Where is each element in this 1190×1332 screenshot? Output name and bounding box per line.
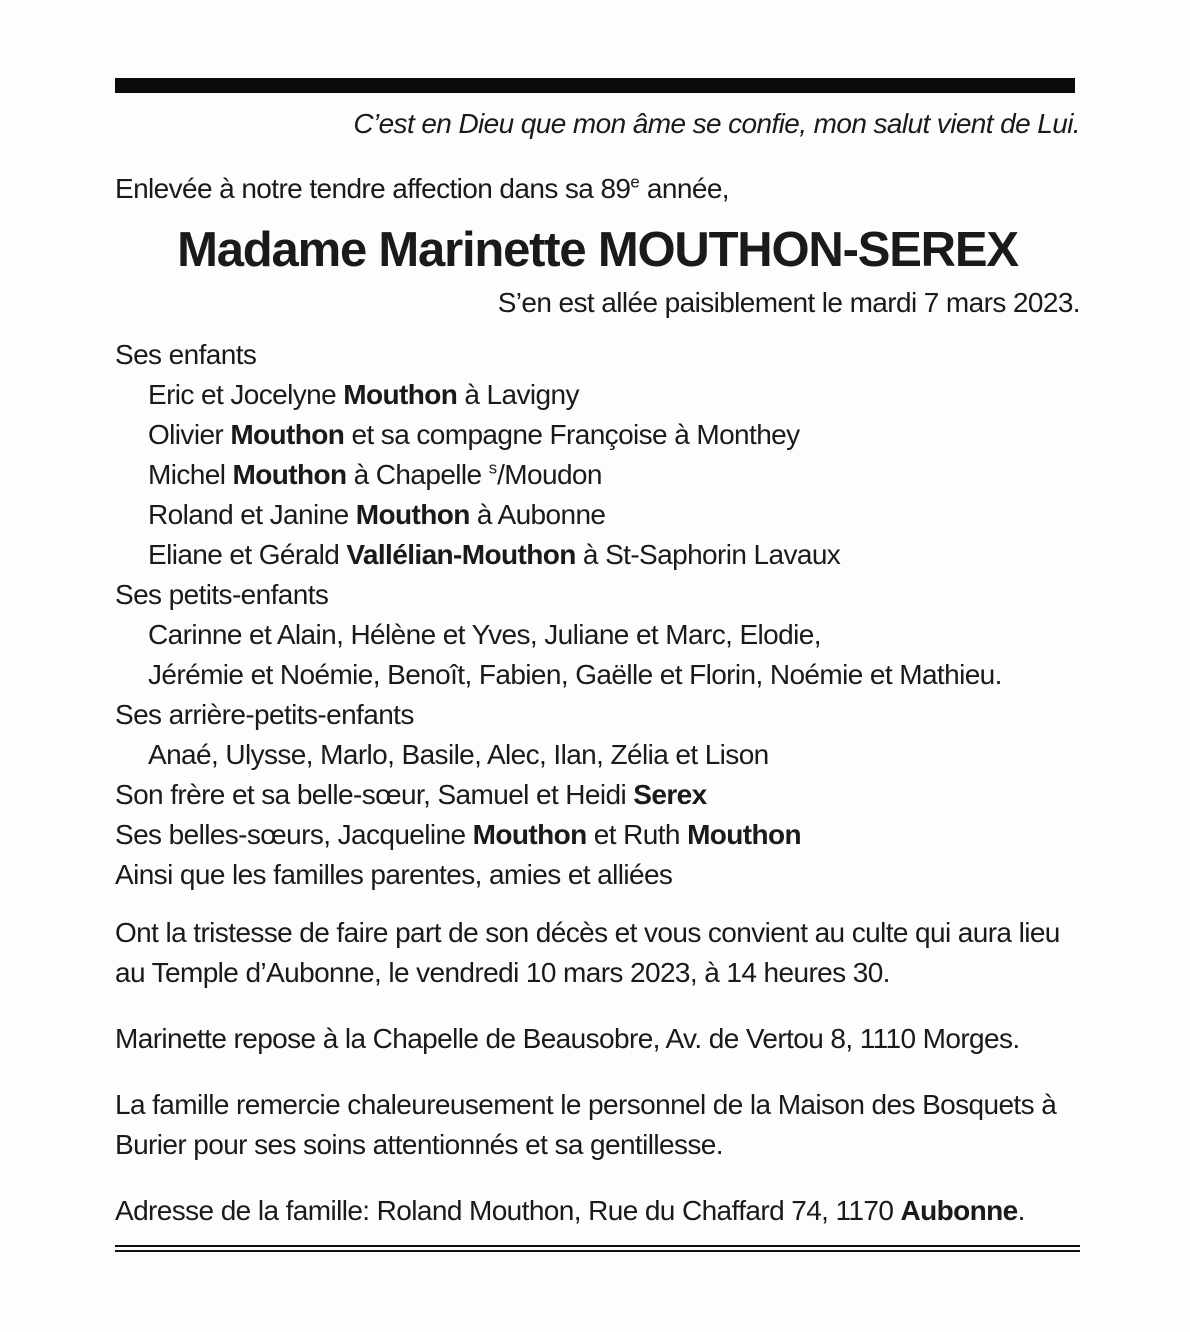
paragraph: Marinette repose à la Chapelle de Beausobre, Av. de Vertou 8, 1110 Morges. xyxy=(115,1023,1020,1054)
family-line: Ses arrière-petits-enfants xyxy=(115,699,414,730)
family-line: Michel Mouthon à Chapelle $^s$/Moudon xyxy=(148,458,602,490)
paragraphs xyxy=(115,913,1080,1165)
family-line: Jérémie et Noémie, Benoît, Fabien, Gaëlle et Florin, Noémie et Mathieu. xyxy=(148,659,1002,690)
paragraph: La famille remercie chaleureusement le personnel de la Maison des Bosquets à Burier pour ses soins attentionnés et sa gentillesse. xyxy=(115,1089,1057,1160)
family-address-line: Adresse de la famille: Roland Mouthon, Rue du Chaffard 74, 1170 Aubonne. xyxy=(115,1195,1025,1226)
family-line: Carinne et Alain, Hélène et Yves, Juliane et Marc, Elodie, xyxy=(148,619,821,650)
paragraph: Ont la tristesse de faire part de son décès et vous convient au culte qui aura lieu au Temple d’Aubonne, le vendredi 10 mars 2023, à 14 heures 30. xyxy=(115,917,1060,988)
intro-line: Enlevée à notre tendre affection dans sa 89e année, xyxy=(115,172,729,204)
top-divider-bar xyxy=(115,78,1075,93)
family-line: Ses enfants xyxy=(115,339,257,370)
death-date-line: S’en est allée paisiblement le mardi 7 mars 2023. xyxy=(497,287,1080,318)
family-line: Ainsi que les familles parentes, amies et alliées xyxy=(115,859,673,890)
family-line: Anaé, Ulysse, Marlo, Basile, Alec, Ilan, Zélia et Lison xyxy=(148,739,769,770)
family-line: Roland et Janine Mouthon à Aubonne xyxy=(148,499,606,530)
deceased-name: Madame Marinette MOUTHON-SEREX xyxy=(177,223,1018,277)
family-line: Eliane et Gérald Vallélian-Mouthon à St-Saphorin Lavaux xyxy=(148,539,841,570)
family-line: Son frère et sa belle-sœur, Samuel et Heidi Serex xyxy=(115,779,707,810)
family-list xyxy=(115,335,1080,895)
family-line: Eric et Jocelyne Mouthon à Lavigny xyxy=(148,379,579,410)
family-line: Ses belles-sœurs, Jacqueline Mouthon et Ruth Mouthon xyxy=(115,819,802,850)
bottom-divider-line xyxy=(115,1245,1080,1252)
family-line: Ses petits-enfants xyxy=(115,579,329,610)
family-line: Olivier Mouthon et sa compagne Françoise à Monthey xyxy=(148,419,800,450)
epigraph: C’est en Dieu que mon âme se confie, mon salut vient de Lui. xyxy=(353,108,1080,139)
